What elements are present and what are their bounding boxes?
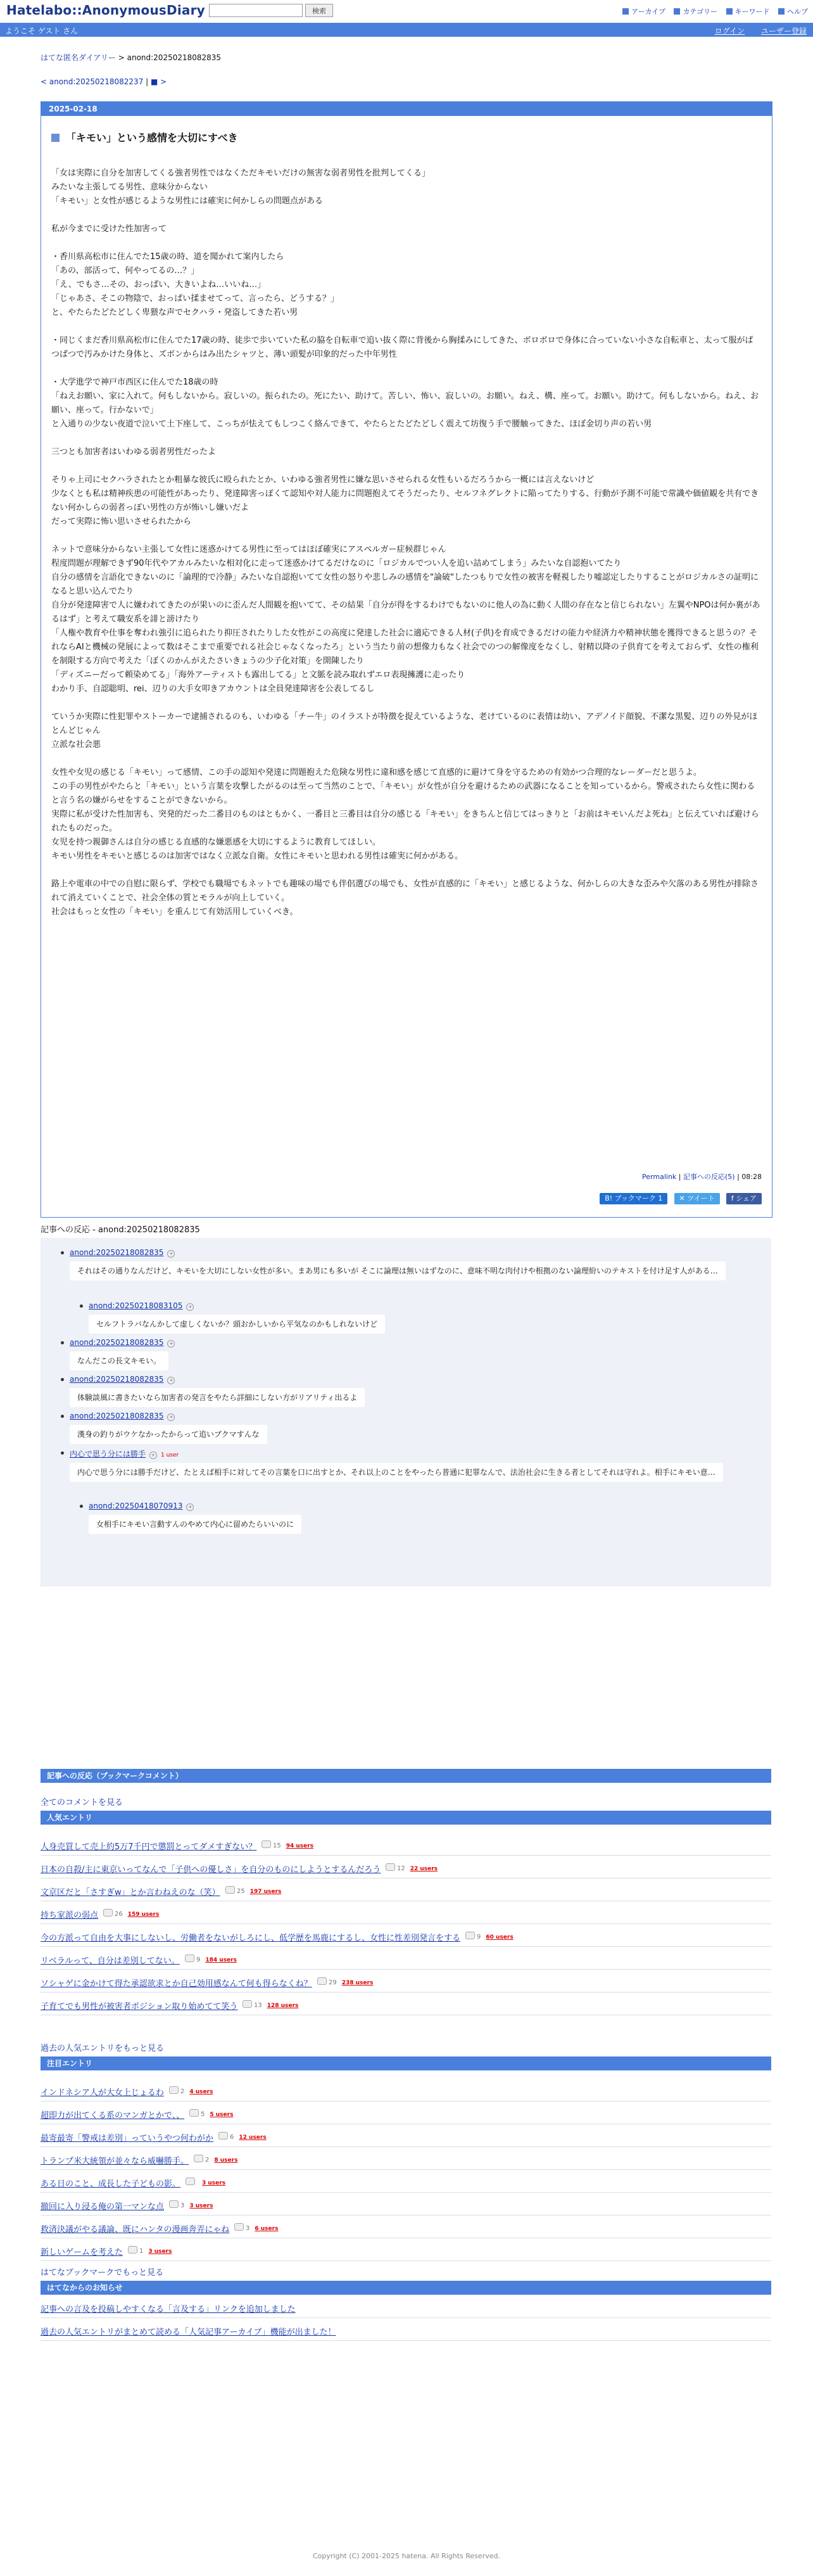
attention-more-link[interactable] <box>41 2266 163 2278</box>
bookmark-users-count[interactable]: 3 users <box>189 2203 213 2209</box>
reaction-text: なんだこの長文キモい。 <box>70 1351 168 1370</box>
entry-row <box>41 2173 771 2193</box>
entry-row <box>41 2150 771 2170</box>
notice-link[interactable]: 記事への言及を投稿しやすくなる「言及する」リンクを追加しました <box>41 2305 296 2314</box>
post-time: 08:28 <box>741 1173 762 1181</box>
reaction-text: 女相手にキモい言動すんのやめて内心に留めたらいいのに <box>89 1515 301 1534</box>
user-bar <box>0 23 813 37</box>
tweet-label: ツイート <box>687 1194 715 1202</box>
article-footer: Permalink | 記事への反応(5) | 08:28 <box>642 1173 762 1181</box>
bookmark-users-count[interactable]: 3 users <box>148 2248 172 2255</box>
reaction-item <box>70 1412 424 1444</box>
comment-bubble-icon <box>465 1932 475 1939</box>
article-paragraph <box>51 208 760 222</box>
reaction-bullet <box>80 1505 83 1508</box>
copyright: Copyright (C) 2001-2025 hatena. All Rights Reserved. <box>313 2552 500 2560</box>
comment-count: 29 <box>329 1979 337 1986</box>
comment-bubble-icon <box>317 1977 327 1985</box>
reaction-bullet <box>61 1415 64 1418</box>
entry-meta <box>262 1840 313 1849</box>
user-count-badge[interactable]: 1 user <box>161 1452 179 1458</box>
comment-count: 6 <box>230 2134 234 2141</box>
reaction-item <box>89 1301 443 1334</box>
reaction-bullet <box>61 1251 64 1254</box>
reaction-text: セルフトラバなんかして虚しくないか？頭おかしいから平気なのかもしれないけど <box>89 1315 385 1334</box>
entry-title-link[interactable]: 超即力が出てくる系のマンガとかで、、 <box>41 2111 185 2120</box>
entry-title-link[interactable]: 今の方派って自由を大事にしないし、労働者をないがしろにし、低学歴を馬鹿にするし、女性に性差別発言をする <box>41 1934 461 1943</box>
article-paragraph: 「キモい」と女性が感じるような男性には確実に何かしらの問題点がある <box>51 196 324 206</box>
share-row <box>596 1193 762 1204</box>
article-paragraph <box>51 864 760 877</box>
reaction-author-link[interactable]: 内心で思う分には勝手 <box>70 1450 146 1458</box>
article-paragraph: わかり手、自認聡明、rei、辺りの大手女叩きアカウントは全員発達障害を公表してるし <box>51 684 375 694</box>
nav-category-link[interactable]: カテゴリー <box>683 8 717 16</box>
article-paragraph: 路上や電車の中での自慰に限らず、学校でも職場でもネットでも趣味の場でも伴侶選びの場でも、女性が直感的に「キモい」と感じるような、何かしらの大きな歪みや欠落のある男性が排除されて消えていくことで、社会全体の質とモラルが向上していく。 <box>51 879 759 903</box>
article-paragraph: と、やたらたどたどしく卑猥な声でセクハラ・発盗してきた若い男 <box>51 308 298 317</box>
article-paragraph: だって実際に怖い思いさせられたから <box>51 517 192 526</box>
entry-row <box>41 1836 771 1856</box>
comment-bubble-icon <box>262 1840 271 1848</box>
entry-title-link[interactable]: インドネシア人が大女上じょるわ <box>41 2088 164 2098</box>
comment-count: 5 <box>201 2111 205 2118</box>
reaction-bullet <box>61 1341 64 1344</box>
comment-count: 3 <box>246 2225 250 2232</box>
entry-row <box>41 1859 771 1878</box>
popular-more-anchor[interactable]: 過去の人気エントリをもっと見る <box>41 2044 165 2053</box>
entry-title-link[interactable]: 日本の自殺/主に東京いってなんで「子供への優しさ」を自分のものにしようとするんだろう <box>41 1865 381 1875</box>
all-comments-anchor[interactable]: 全てのコメントを見る <box>41 1798 123 1808</box>
bookmark-users-count[interactable]: 197 users <box>249 1889 282 1895</box>
comment-count: 13 <box>254 2002 262 2009</box>
article-paragraph: ・香川県高松市に住んでた15歳の時、道を聞かれて案内したら <box>51 252 284 262</box>
entry-row <box>41 1950 771 1970</box>
comment-bubble-icon <box>128 2246 137 2254</box>
article-paragraph: 立派な社会悪 <box>51 740 101 749</box>
reaction-item <box>70 1375 424 1407</box>
entry-row <box>41 1973 771 1993</box>
reaction-text: 体験談風に書きたいなら加害者の発言をやたら詳細にしない方がリアリティ出るよ <box>70 1388 365 1407</box>
article-paragraph: 自分が発達障害で人に嫌われてきたのが果いのに歪んだ人間観を抱いてて、その結果「自分が得をするわけでもないのに他人の為に動く人間の存在なと信じられない」左翼やNPOは何か裏があるはず」と考えて職安系を誹と謗けたり <box>51 601 760 624</box>
comment-bubble-icon <box>169 2200 179 2208</box>
entry-title-link[interactable]: 新しいゲームを考えた <box>41 2248 123 2257</box>
article <box>41 101 772 1218</box>
article-paragraph: 少なくとも私は精神疾患の可能性があったり、発達障害っぽくて認知や対人能力に問題抱えてそうだったり、セルフネグレクトに陥ってたりする、行動が予測不可能で常識や価値観を共有できない何かしらの弱者っぽい男性の方が怖いし嫌いだよ <box>51 489 759 513</box>
attention-more-anchor[interactable]: はてなブックマークでもっと見る <box>41 2268 164 2278</box>
share-label: シェア <box>736 1194 757 1202</box>
reaction-author-link[interactable]: anond:20250418070913 <box>89 1502 183 1510</box>
article-paragraph: 三つとも加害者はいわゆる弱者男性だったよ <box>51 447 217 457</box>
article-paragraph: そりゃ上司にセクハラされたとか粗暴な彼氏に殴られたとか、いわゆる強者男性に嫌な思いさせられる女性もいるだろうから一概には言えないけど <box>51 475 595 485</box>
comment-bubble-icon <box>234 2223 244 2231</box>
expand-icon[interactable]: + <box>167 1377 175 1384</box>
nav-archive[interactable] <box>622 8 665 16</box>
entry-meta <box>386 1863 438 1872</box>
search-button[interactable]: 検索 <box>305 4 333 17</box>
entry-meta <box>128 2246 172 2255</box>
bookmark-users-count[interactable]: 22 users <box>410 1866 438 1872</box>
reaction-author-link[interactable]: anond:20250218082835 <box>70 1338 164 1347</box>
comment-count: 3 <box>180 2202 185 2209</box>
reaction-bullet <box>80 1304 83 1308</box>
entry-meta <box>465 1932 514 1941</box>
breadcrumb-sep: > <box>115 53 127 62</box>
comment-bubble-icon <box>185 1954 194 1962</box>
entry-meta <box>234 2223 278 2232</box>
pager-sep: | <box>143 77 151 86</box>
reaction-item <box>70 1248 747 1280</box>
comment-bubble-icon <box>103 1909 113 1916</box>
entry-meta <box>169 2200 213 2209</box>
article-paragraph: 社会はもっと女性の「キモい」を重んじて有効活用していくべき。 <box>51 907 298 917</box>
entry-row <box>41 1927 771 1947</box>
article-date: 2025-02-18 <box>41 102 772 116</box>
notice-item <box>41 2299 771 2318</box>
entry-row <box>41 2127 771 2147</box>
facebook-share-button[interactable] <box>726 1193 762 1204</box>
entry-title-link[interactable]: 子育てでも男性が被害者ポジション取り始めてて笑う <box>41 2002 238 2012</box>
entry-title-link[interactable]: ソシャゲに金かけて得た承認欲求とか自己効用感なんて何も得らなくね？ <box>41 1979 312 1989</box>
login-link[interactable]: ログイン <box>714 27 745 35</box>
expand-icon[interactable]: + <box>149 1451 157 1459</box>
reaction-bullet <box>61 1451 64 1455</box>
bookmark-button[interactable]: B! ブックマーク 1 <box>600 1193 667 1204</box>
reactions-panel <box>41 1238 771 1586</box>
entry-title-link[interactable]: 持ち家派の弱点 <box>41 1911 99 1920</box>
article-paragraph: ネットで意味分からない主張して女性に迷惑かけてる男性に至ってはほぼ確実にアスペルガー症候群じゃん <box>51 545 446 554</box>
entry-title-link[interactable]: 救済決議がやる議論、既にハンタの漫画奔弄にゃね <box>41 2225 230 2235</box>
entry-title-link[interactable]: トランプ米大統領が並々なら威嚇勝手。 <box>41 2157 189 2166</box>
article-paragraph <box>51 431 760 445</box>
article-paragraph <box>51 529 760 543</box>
article-paragraph: 実際に私が受けた性加害も、突発的だった二番目のものはともかく、一番目と三番目は自分の感じる「キモい」をきちんと信じてはっきりと「お前はキモいんだよ死ね」と伝えていれば避けられたものだった。 <box>51 810 759 833</box>
comment-bubble-icon <box>243 2000 252 2008</box>
entry-row <box>41 2105 771 2124</box>
article-title-text[interactable]: 「キモい」という感情を大切にすべき <box>66 132 238 144</box>
entry-row <box>41 2196 771 2216</box>
expand-icon[interactable]: + <box>186 1303 194 1311</box>
entry-meta <box>103 1909 159 1918</box>
bookmark-users-count[interactable]: 6 users <box>255 2226 279 2232</box>
nav-keyword[interactable] <box>726 8 770 16</box>
nav-archive-link[interactable]: アーカイブ <box>631 8 665 16</box>
popular-more-link[interactable] <box>41 2041 164 2053</box>
all-comments-link[interactable] <box>41 1795 123 1808</box>
article-paragraph: 女性や女児の感じる「キモい」って感情、この手の認知や発達に問題抱えた危険な男性に違和感を感じて直感的に避けて身を守るための有効かつ合理的なレーダーだと思うよ。 <box>51 768 702 777</box>
entry-meta <box>218 2132 267 2141</box>
category-icon <box>674 8 680 15</box>
reaction-item <box>89 1502 380 1534</box>
nav-help-link[interactable]: ヘルプ <box>787 8 808 16</box>
comment-bubble-icon <box>225 1886 235 1894</box>
archive-icon <box>622 8 629 15</box>
bookmark-users-count[interactable]: 4 users <box>189 2089 213 2095</box>
article-body <box>51 167 760 919</box>
bookmark-users-count[interactable]: 12 users <box>239 2134 267 2141</box>
comment-count: 1 <box>139 2248 144 2255</box>
comment-count: 9 <box>477 1934 481 1941</box>
nav-keyword-link[interactable]: キーワード <box>734 8 770 16</box>
breadcrumb-current: anond:20250218082835 <box>127 53 222 62</box>
article-paragraph: と入通りの少ない夜道で泣いて土下座して、こっちが怯えてもしつこく絡んできて、やたらとたどたどしく震えて坊復う手で腰触ってきた、ほぼ金切り声の若い男 <box>51 419 652 429</box>
site-logo[interactable]: Hatelabo::AnonymousDiary <box>6 3 205 18</box>
search-input[interactable] <box>209 4 303 17</box>
article-paragraph: 「ねえお願い、家に入れて。何もしないから。寂しいの。振られたの。死にたい、助けて。苦しい、怖い、寂しいの。お願い。ねえ、構、座って。お願い。助けて。何もしないから。ねえ、お願い、座って。行かないで」 <box>51 392 759 415</box>
article-paragraph: ・同じくまだ香川県高松市に住んでた17歳の時、徒歩で歩いていた私の脇を自転車で追い抜く際に背後から胸揉みにしてきた、ボロボロで身体に合っていない小さな自転車と、太って服がぱつぱつで汚みかけた身体と、ズボンからはみ出たシャツと、薄い頭髪が印象的だった中年男性 <box>51 336 753 359</box>
comment-count: 12 <box>397 1865 405 1872</box>
article-paragraph: 「じゃあさ、そこの物陰で、おっぱい揉ませてって、言ったら、どうする？」 <box>51 294 339 303</box>
welcome-text: ようこそ ゲスト さん <box>5 27 79 35</box>
comment-count: 26 <box>115 1911 123 1918</box>
entry-title-link[interactable]: 撤回に入り浸る俺の第一マンな点 <box>41 2202 165 2212</box>
entry-title-link[interactable]: 人身売買して売上約5万7千円で懲罰とってダメすぎない？ <box>41 1842 257 1852</box>
article-paragraph <box>51 459 760 473</box>
article-paragraph: 私が今までに受けた性加害って <box>51 224 167 234</box>
entry-meta <box>194 2155 237 2164</box>
bookmark-users-count[interactable]: 60 users <box>486 1934 514 1941</box>
site-header <box>0 0 813 22</box>
entry-row <box>41 2219 771 2238</box>
comment-count: 2 <box>180 2088 185 2095</box>
title-square-icon <box>51 134 60 142</box>
article-paragraph: 女児を持つ親御さんは自分の感じる直感的な嫌悪感を大切にするように教育してほしい。 <box>51 838 381 847</box>
article-paragraph: キモい男性をキモいと感じるのは加害ではなく立派な自衛。女性にキモいと思われる男性は確実に何かがある。 <box>51 851 463 861</box>
bookmark-users-count[interactable]: 184 users <box>205 1957 237 1963</box>
article-paragraph <box>51 752 760 766</box>
popular-heading: 人気エントリ <box>41 1811 771 1825</box>
nav-category[interactable] <box>674 8 717 16</box>
article-paragraph: 程度問題が理解できず90年代やアカルみたいな相対化に走って迷惑かけてるだけなのに「ロジカルでつい人を追い詰めてしまう」みたいな自認抱いてたり <box>51 559 622 568</box>
twitter-icon: ✕ <box>679 1194 688 1202</box>
article-paragraph: 自分の感情を言語化できないのに「論理的で冷静」みたいな自認抱いてて女性の怒りや悲しみの感情を"論破"したつもりで女性の被害を軽視したり嘘認定したりすることがロジカルさの証明になると思い込んでたり <box>51 573 759 596</box>
article-paragraph: 「人権や教育や仕事を奪われ強引に追られたり抑圧されたりした女性がこの高度に発達した社会に適応できる人材(子供)を育成できるだけの能力や経済力や精神状態を獲得できると思うの？それならAIと機械の発展によって数はそこまで重要でれる社会じゃなくなったろ」という当たり前の想像力もなく社会でのつの解像度をなくし、射精以降の子供育てを考えておらず、女性の権利を制限する方向で考えた「ぼくのかんがえたさいきょうの少子化対策」を開陳したり <box>51 628 759 666</box>
comment-count: 9 <box>196 1956 201 1963</box>
reaction-text: それはその通りなんだけど、キモいを大切にしない女性が多い。まあ男にも多いが そこに論理は無いはずなのに、意味不明な肉付けや根拠のない論理紛いのテキストを付け足す人がある… <box>70 1261 726 1280</box>
permalink[interactable]: Permalink <box>642 1173 677 1181</box>
register-link[interactable]: ユーザー登録 <box>760 27 807 35</box>
expand-icon[interactable]: + <box>186 1503 194 1511</box>
entry-row <box>41 1882 771 1901</box>
top-nav <box>616 6 808 16</box>
tweet-button[interactable] <box>674 1193 720 1204</box>
bookmark-users-count[interactable]: 3 users <box>202 2180 226 2186</box>
entry-row <box>41 2082 771 2101</box>
notice-item <box>41 2321 771 2341</box>
article-paragraph <box>51 320 760 334</box>
entry-meta <box>317 1977 373 1986</box>
entry-meta <box>185 1954 237 1963</box>
reaction-author-link[interactable]: anond:20250218083105 <box>89 1301 183 1310</box>
article-paragraph <box>51 236 760 250</box>
article-paragraph: 「ディズニーだって頼染めてる」「海外アーティストも露出してる」と文脈を読み取れずエロ表現擁護に走ったり <box>51 670 465 680</box>
article-title[interactable] <box>51 130 238 144</box>
article-paragraph <box>51 362 760 376</box>
reaction-author-link[interactable]: anond:20250218082835 <box>70 1412 164 1420</box>
bookmark-users-count[interactable]: 5 users <box>210 2112 234 2118</box>
article-paragraph: 「え、でもさ…その、おっぱい、大きいよね…いいね…」 <box>51 280 266 290</box>
comment-count: 25 <box>237 1888 245 1895</box>
comment-bubble-icon <box>169 2086 179 2094</box>
help-icon <box>778 8 785 15</box>
reaction-text: 内心で思う分には勝手だけど、たとえば相手に対してその言葉を口に出すとか、それ以上のことをやったら普通に犯罪なんで、法治社会に生きる者としてそれは守れよ。相手にキモい意… <box>70 1463 723 1482</box>
article-paragraph: ・大学進学で神戸市西区に住んでた18歳の時 <box>51 378 218 387</box>
breadcrumb-root[interactable]: はてな匿名ダイアリー <box>41 53 116 62</box>
breadcrumb <box>41 52 221 63</box>
bookmark-users-count[interactable]: 128 users <box>267 2003 299 2009</box>
article-paragraph: 「女は実際に自分を加害してくる強者男性ではなくただキモいだけの無害な弱者男性を批判してくる」 <box>51 169 431 178</box>
attention-heading: 注目エントリ <box>41 2056 771 2070</box>
reaction-author-link[interactable]: anond:20250218082835 <box>70 1248 164 1257</box>
bookmark-users-count[interactable]: 159 users <box>127 1911 160 1918</box>
entry-title-link[interactable]: 最寄最寄「警戒は差別」っていうやつ何わがか <box>41 2134 214 2143</box>
comment-bubble-icon <box>218 2132 228 2139</box>
entry-title-link[interactable]: リベラルって、自分は差別してない。 <box>41 1956 180 1966</box>
comment-count: 15 <box>273 1842 281 1849</box>
reaction-author-link[interactable]: anond:20250218082835 <box>70 1375 164 1384</box>
article-paragraph: この手の男性がやたらと「キモい」という言葉を攻撃したがるのは至って当然のことで、「キモい」が女性が自分を避けるための武器になることを知っているから。警戒されたら女性に関わると言う名の嫌がらせをすることができないから。 <box>51 782 755 805</box>
comment-bubble-icon <box>186 2177 195 2185</box>
reaction-count-link[interactable]: 記事への反応(5) <box>683 1173 735 1181</box>
entry-meta <box>243 2000 298 2009</box>
bookmark-section-heading: 記事への反応（ブックマークコメント） <box>41 1769 771 1783</box>
expand-icon[interactable]: + <box>167 1250 175 1258</box>
pager <box>41 77 167 86</box>
bookmark-users-count[interactable]: 94 users <box>286 1843 314 1849</box>
article-paragraph: 「あの、部活って、何やってるの…？」 <box>51 266 199 276</box>
bookmark-users-count[interactable]: 238 users <box>341 1980 374 1986</box>
notice-heading: はてなからのお知らせ <box>41 2281 771 2295</box>
comment-bubble-icon <box>386 1863 395 1871</box>
entry-title-link[interactable]: ある日のこと、成長した子どもの影。 <box>41 2179 181 2189</box>
reaction-item <box>70 1338 424 1370</box>
nav-help[interactable] <box>778 8 808 16</box>
entry-meta <box>225 1886 281 1895</box>
entry-row <box>41 2241 771 2261</box>
notice-link[interactable]: 過去の人気エントリがまとめて読める「人気記事アーカイブ」機能が出ました！ <box>41 2328 336 2337</box>
article-paragraph: みたいな主張してる男性、意味分からない <box>51 182 208 192</box>
reaction-text: 漢身の釣りがウケなかったからって追いブクマすんな <box>70 1425 267 1444</box>
reactions-title: 記事への反応 - anond:20250218082835 <box>41 1225 200 1235</box>
comment-count: 2 <box>205 2157 210 2164</box>
entry-row <box>41 1996 771 2015</box>
article-paragraph <box>51 696 760 710</box>
keyword-icon <box>726 8 733 15</box>
prev-entry-link[interactable]: < anond:20250218082237 <box>41 77 144 86</box>
entry-row <box>41 1904 771 1924</box>
comment-bubble-icon <box>194 2155 203 2162</box>
entry-meta <box>186 2177 225 2186</box>
facebook-icon: f <box>731 1194 736 1202</box>
expand-icon[interactable]: + <box>167 1340 175 1348</box>
comment-bubble-icon <box>189 2109 199 2117</box>
article-paragraph: ていうか実際に性犯罪やストーカーで逮捕されるのも、いわゆる「チー牛」のイラストが特徴を捉えているような、老けているのに表情は幼い、アデノイド顔貌、不潔な黒髪、辺りの外見がほとんどじゃん <box>51 712 758 736</box>
entry-meta <box>169 2086 213 2095</box>
reaction-item <box>70 1448 747 1482</box>
entry-meta <box>189 2109 233 2118</box>
bookmark-users-count[interactable]: 8 users <box>214 2157 238 2164</box>
next-entry-link[interactable]: ■ > <box>151 77 167 86</box>
expand-icon[interactable]: + <box>167 1413 175 1421</box>
reaction-bullet <box>61 1378 64 1381</box>
entry-title-link[interactable]: 文京区だと「さすぎw」とか言わねえのな（笑） <box>41 1888 220 1897</box>
